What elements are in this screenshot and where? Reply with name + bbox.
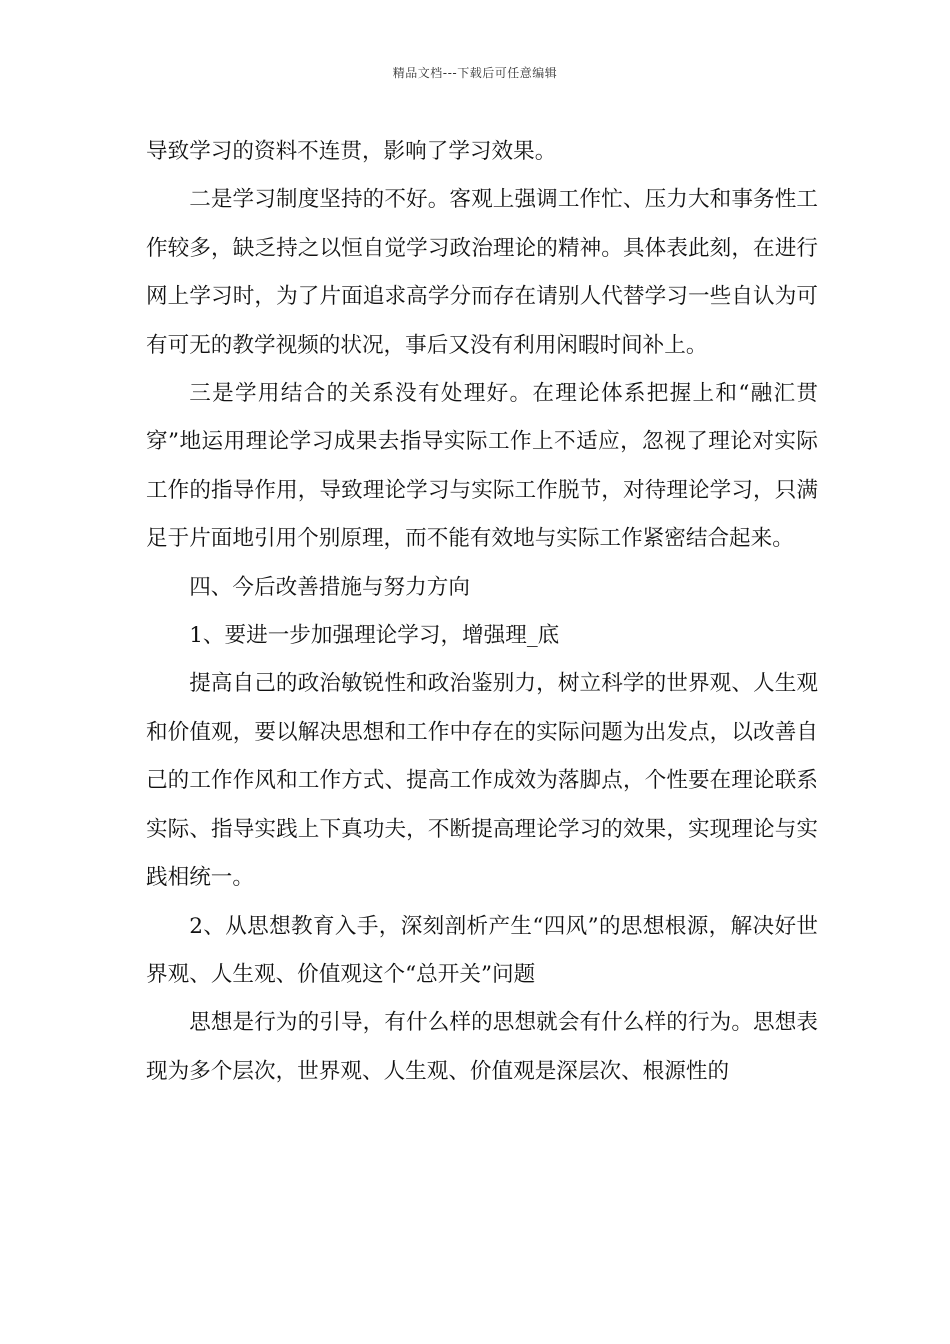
paragraph-thought-guidance: 思想是行为的引导，有什么样的思想就会有什么样的行为。思想表现为多个层次，世界观、人生观、价值观是深层次、根源性的 (146, 1010, 818, 1084)
subheading-two: 2、从思想教育入手，深刻剖析产生“四风”的思想根源，解决好世界观、人生观、价值观这个“总开关”问题 (146, 913, 818, 987)
document-body (146, 128, 818, 1096)
page-header: 精品文档---下载后可任意编辑 (392, 66, 558, 80)
paragraph-continuation: 导致学习的资料不连贯，影响了学习效果。 (146, 139, 557, 164)
subheading-one: 1、要进一步加强理论学习，增强理_底 (189, 623, 560, 649)
paragraph-study-system: 二是学习制度坚持的不好。客观上强调工作忙、压力大和事务性工作较多，缺乏持之以恒自觉学习政治理论的精神。具体表此刻，在进行网上学习时，为了片面追求高学分而存在请别人代替学习一些自认为可有可无的教学视频的状况，事后又没有利用闲暇时间补上。 (146, 187, 818, 358)
paragraph-theory-practice: 三是学用结合的关系没有处理好。在理论体系把握上和“融汇贯穿”地运用理论学习成果去指导实际工作上不适应，忽视了理论对实际工作的指导作用，导致理论学习与实际工作脱节，对待理论学习，只满足于片面地引用个别原理，而不能有效地与实际工作紧密结合起来。 (146, 381, 818, 552)
paragraph-political-sensitivity: 提高自己的政治敏锐性和政治鉴别力，树立科学的世界观、人生观和价值观，要以解决思想和工作中存在的实际问题为出发点，以改善自己的工作作风和工作方式、提高工作成效为落脚点，个性要在理论联系实际、指导实践上下真功夫，不断提高理论学习的效果，实现理论与实践相统一。 (146, 671, 818, 891)
section-heading-four: 四、今后改善措施与努力方向 (189, 574, 470, 600)
